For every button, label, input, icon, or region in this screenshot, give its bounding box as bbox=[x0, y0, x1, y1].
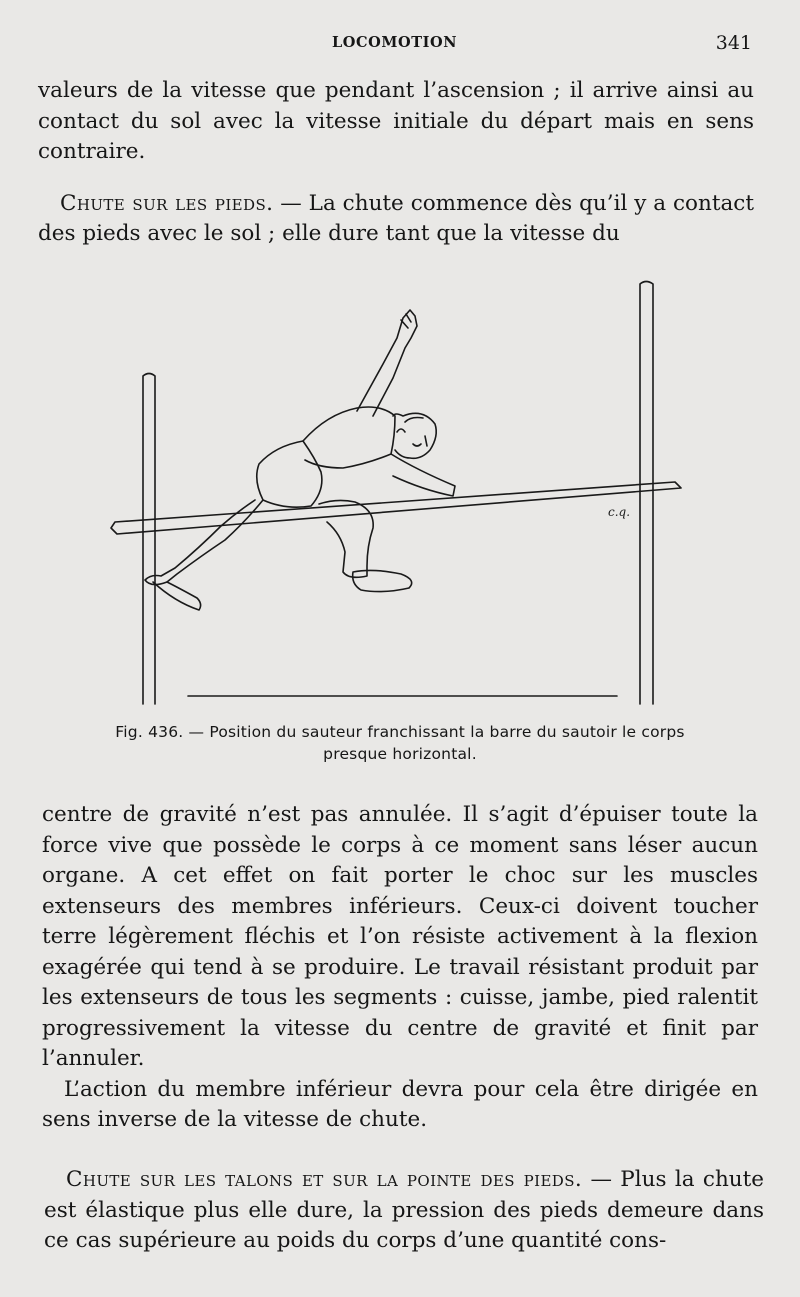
caption-line-1: Fig. 436. — Position du sauteur franchissant la barre du sautoir le corps bbox=[115, 723, 685, 741]
paragraph-centre-de-gravite: centre de gravité n’est pas annulée. Il s’agit d’épuiser toute la force vive que possède le corps à ce moment sans léser aucun organe. A cet effet on fait porter le choc sur les muscles extenseurs des membres inférieurs. Ceux-ci doivent toucher terre légèrement fléchis et l’on résiste activement à la flexion exagérée qui tend à se produire. Le travail résistant produit par les extenseurs de tous les segments : cuisse, jambe, pied ralentit progressivement la vitesse du centre de gravité et finit par l’annuler. bbox=[42, 802, 758, 1071]
engraver-signature: c.q. bbox=[608, 505, 631, 519]
right-post bbox=[640, 282, 653, 705]
section-heading: Chute sur les talons et sur la pointe des pieds. bbox=[66, 1167, 583, 1192]
paragraph-action-membre: L’action du membre inférieur devra pour cela être dirigée en sens inverse de la vitesse de chute. bbox=[42, 1076, 758, 1132]
figure-caption bbox=[40, 721, 760, 765]
figure-high-jump bbox=[105, 276, 695, 710]
left-post bbox=[143, 374, 155, 705]
extended-foot bbox=[153, 582, 201, 610]
section-heading: Chute sur les pieds. bbox=[60, 190, 274, 216]
bent-foot bbox=[353, 570, 412, 591]
raised-arm bbox=[357, 310, 417, 416]
running-head bbox=[0, 34, 800, 56]
jumper-shorts bbox=[257, 441, 322, 507]
page-number: 341 bbox=[715, 32, 752, 54]
bottom-text-block bbox=[44, 1165, 764, 1257]
top-text-block bbox=[38, 76, 754, 250]
running-title: LOCOMOTION bbox=[332, 34, 458, 51]
section-text: — La chute commence dès qu’il y a contact des pieds avec le sol ; elle dure tant que la vitesse du bbox=[38, 190, 754, 246]
section-paragraph-chute-sur-les-pieds bbox=[38, 189, 754, 250]
section-text: — Plus la chute est élastique plus elle dure, la pression des pieds demeure dans ce cas supérieure au poids du corps d’une quantité cons- bbox=[44, 1167, 764, 1253]
caption-line-2: presque horizontal. bbox=[323, 745, 477, 763]
middle-text-block bbox=[42, 800, 758, 1136]
crossbar bbox=[111, 482, 681, 534]
bent-leg bbox=[319, 500, 373, 577]
jumper-torso bbox=[303, 407, 395, 468]
jumper-head bbox=[393, 413, 436, 458]
high-jumper-illustration bbox=[105, 276, 695, 710]
paragraph-continuation: valeurs de la vitesse que pendant l’ascension ; il arrive ainsi au contact du sol avec la vitesse initiale du départ mais en sens contraire. bbox=[38, 78, 754, 164]
forward-arm bbox=[391, 454, 455, 496]
section-paragraph-chute-sur-les-talons bbox=[44, 1165, 764, 1257]
